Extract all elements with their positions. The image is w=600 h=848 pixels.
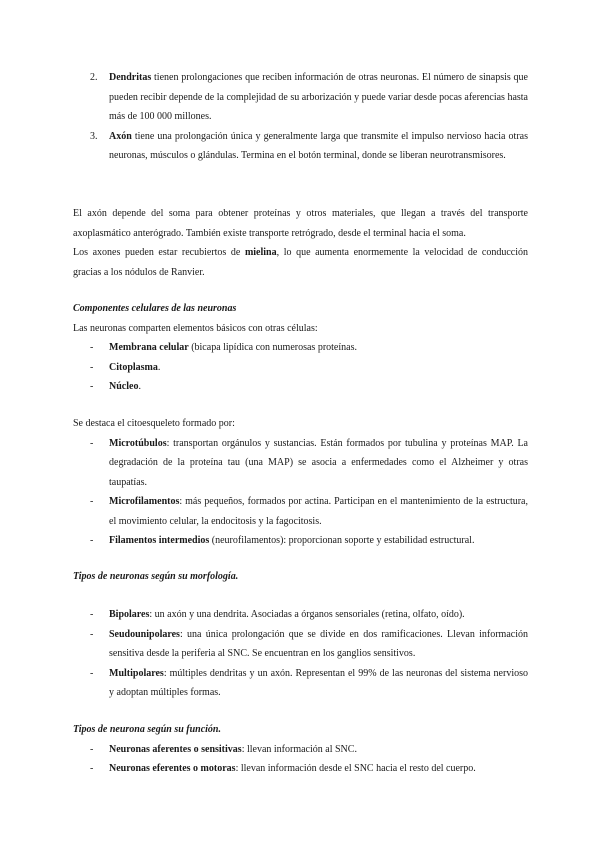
list-item <box>90 759 528 779</box>
item-text: : una única prolongación que se divide en dos ramificaciones. Llevan información sensitiva desde la periferia al SNC. Se encuentran en los ganglios sensitivos. <box>109 628 528 659</box>
term-citoplasma: Citoplasma <box>109 361 158 373</box>
bullet-dash: - <box>90 743 94 755</box>
list-item <box>90 605 528 625</box>
item-text: : un axón y una dendrita. Asociadas a órganos sensoriales (retina, olfato, oído). <box>149 609 465 620</box>
item-text: tiene una prolongación única y generalmente larga que transmite el impulso nervioso hacia otras neuronas, músculos o glándulas. Termina en el botón terminal, donde se liberan neurotransmisores. <box>109 130 528 161</box>
heading-morphology: Tipos de neuronas según su morfología. <box>73 571 239 582</box>
section-function <box>0 720 600 779</box>
myelin-before: Los axones pueden estar recubiertos de <box>73 247 245 258</box>
item-text: (neurofilamentos): proporcionan soporte y estabilidad estructural. <box>209 535 475 546</box>
term-mielina: mielina <box>244 247 277 258</box>
list-item-axon <box>90 127 528 166</box>
myelin-after: , lo que aumenta enormemente la velocidad de conducción gracias a los nódulos de Ranvier. <box>73 247 528 278</box>
axon-paragraph-block <box>0 204 600 282</box>
list-item <box>90 625 528 664</box>
list-number: 3. <box>90 130 98 142</box>
list-item-dendritas <box>90 68 528 127</box>
section-components <box>0 299 600 397</box>
heading-function: Tipos de neurona según su función. <box>73 724 221 735</box>
item-text: . <box>157 361 161 373</box>
bullet-dash: - <box>90 535 94 546</box>
bullet-dash: - <box>90 628 94 640</box>
morphology-list <box>0 605 600 703</box>
bullet-dash: - <box>90 381 94 392</box>
term-microtubulos: Microtúbulos <box>109 437 167 449</box>
term-nucleo: Núcleo <box>109 381 139 392</box>
list-item <box>90 492 528 531</box>
item-text: (bicapa lipídica con numerosas proteínas. <box>188 342 357 353</box>
section-cytoskeleton <box>0 414 600 551</box>
term-microfilamentos: Microfilamentos <box>109 496 180 507</box>
term-eferentes: Neuronas eferentes o motoras <box>109 763 236 774</box>
bullet-dash: - <box>90 496 94 507</box>
list-number: 2. <box>90 72 98 83</box>
numbered-list <box>0 68 600 166</box>
term-bipolares: Bipolares <box>109 609 150 620</box>
item-text: : más pequeños, formados por actina. Participan en el mantenimiento de la estructura, el movimiento celular, la endocitosis y la fagocitosis. <box>109 496 528 527</box>
list-item <box>90 531 528 551</box>
term-axon: Axón <box>109 130 132 142</box>
term-membrana: Membrana celular <box>109 342 189 353</box>
list-item <box>90 338 528 358</box>
cytoskeleton-intro: Se destaca el citoesqueleto formado por: <box>73 418 235 429</box>
heading-components: Componentes celulares de las neuronas <box>73 303 237 314</box>
list-item <box>90 434 528 493</box>
term-multipolares: Multipolares <box>109 667 164 679</box>
paragraph-axon: El axón depende del soma para obtener proteínas y otros materiales, que llegan a través del transporte axoplasmático anterógrado. También existe transporte retrógrado, desde el terminal hacia el soma. <box>73 208 528 239</box>
term-seudounipolares: Seudounipolares <box>109 628 180 640</box>
bullet-dash: - <box>90 763 94 774</box>
list-item <box>90 377 528 397</box>
item-text: . <box>138 381 141 392</box>
item-text: : transportan orgánulos y sustancias. Están formados por tubulina y proteínas MAP. La degradación de la proteína tau (una MAP) se asocia a enfermedades como el Alzheimer y otras taupatías. <box>109 437 528 488</box>
bullet-dash: - <box>90 342 94 353</box>
paragraph-myelin <box>73 243 528 282</box>
bullet-dash: - <box>90 609 94 620</box>
components-intro: Las neuronas comparten elementos básicos con otras células: <box>73 322 318 334</box>
item-text: : llevan información al SNC. <box>241 743 357 755</box>
term-dendritas: Dendritas <box>109 72 152 83</box>
bullet-dash: - <box>90 437 94 449</box>
list-item <box>90 664 528 703</box>
bullet-dash: - <box>90 667 94 679</box>
item-text: : llevan información desde el SNC hacia el resto del cuerpo. <box>235 763 476 774</box>
term-aferentes: Neuronas aferentes o sensitivas <box>109 743 242 755</box>
section-morphology <box>0 567 600 587</box>
list-item <box>90 358 528 378</box>
item-text: tienen prolongaciones que reciben información de otras neuronas. El número de sinapsis que pueden recibir depende de la complejidad de su arborización y puede variar desde pocas aferencias hasta más de 100 000 millones. <box>109 72 528 122</box>
item-text: : múltiples dendritas y un axón. Representan el 99% de las neuronas del sistema nervioso y adoptan múltiples formas. <box>109 667 528 698</box>
term-filamentos-intermedios: Filamentos intermedios <box>109 535 210 546</box>
bullet-dash: - <box>90 361 94 373</box>
list-item <box>90 740 528 760</box>
